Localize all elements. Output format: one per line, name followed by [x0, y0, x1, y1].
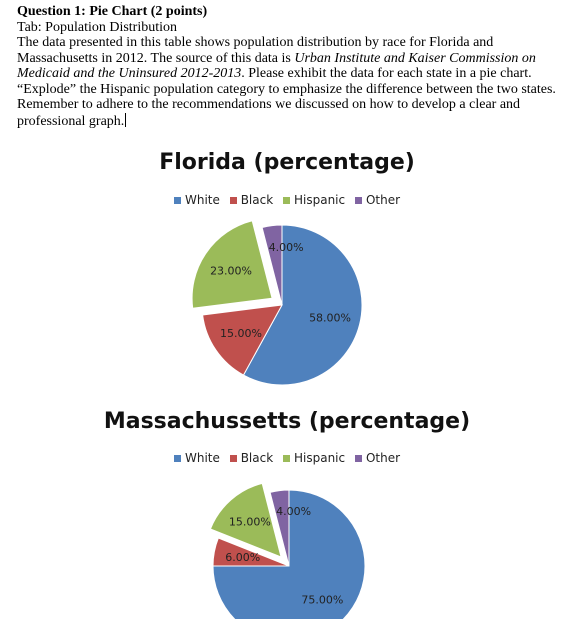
legend-swatch-black	[230, 197, 237, 204]
data-label-black: 15.00%	[220, 326, 262, 340]
legend-item-other	[355, 451, 400, 465]
legend-item-black	[230, 193, 273, 207]
question-text-block[interactable]	[17, 4, 569, 129]
chart-title-florida: Florida (percentage)	[159, 150, 415, 175]
legend-item-white	[174, 193, 220, 207]
legend-label-hispanic: Hispanic	[294, 451, 346, 465]
data-label-black: 6.00%	[225, 551, 261, 565]
text-cursor	[125, 113, 126, 127]
question-tab-line: Tab: Population Distribution	[17, 19, 178, 35]
legend-massachusetts	[0, 451, 574, 465]
data-label-white: 58.00%	[309, 311, 352, 325]
legend-swatch-black	[230, 455, 237, 462]
legend-label-other: Other	[365, 193, 401, 207]
pie-chart-florida[interactable]	[0, 210, 574, 385]
data-label-hispanic: 23.00%	[210, 264, 253, 278]
pie-chart-massachusetts[interactable]	[0, 466, 574, 619]
legend-swatch-white	[174, 197, 181, 204]
legend-swatch-other	[355, 455, 362, 462]
question-body	[17, 35, 569, 129]
legend-florida	[0, 193, 574, 207]
legend-swatch-hispanic	[283, 197, 290, 204]
legend-swatch-white	[174, 455, 181, 462]
question-source: Urban Institute and Kaiser Commission on Medicaid and the Uninsured 2012-2013	[17, 50, 536, 81]
legend-item-black	[230, 451, 273, 465]
legend-label-white: White	[184, 193, 220, 207]
legend-item-hispanic	[283, 193, 345, 207]
legend-label-black: Black	[240, 451, 274, 465]
legend-item-other	[355, 193, 400, 207]
legend-item-white	[174, 451, 220, 465]
legend-label-black: Black	[240, 193, 274, 207]
legend-item-hispanic	[283, 451, 345, 465]
data-label-other: 4.00%	[276, 505, 312, 519]
question-text-part-1: The data presented in this table shows population distribution by race for Florida and Massachusetts in 2012. The source of this data is	[17, 35, 494, 66]
legend-swatch-hispanic	[283, 455, 290, 462]
question-text-part-2: . Please exhibit the data for each state in a pie chart. “Explode” the Hispanic population category to emphasize the difference between the two states. Remember to adhere to the recommendations we discussed on how to develop a clear and professional graph.	[17, 66, 556, 129]
question-heading: Question 1: Pie Chart (2 points)	[17, 4, 208, 19]
data-label-white: 75.00%	[301, 593, 344, 607]
legend-label-other: Other	[365, 451, 401, 465]
legend-label-white: White	[184, 451, 220, 465]
data-label-other: 4.00%	[268, 241, 304, 255]
legend-swatch-other	[355, 197, 362, 204]
chart-title-massachusetts: Massachussetts (percentage)	[103, 409, 471, 434]
data-label-hispanic: 15.00%	[228, 515, 271, 529]
legend-label-hispanic: Hispanic	[294, 193, 346, 207]
